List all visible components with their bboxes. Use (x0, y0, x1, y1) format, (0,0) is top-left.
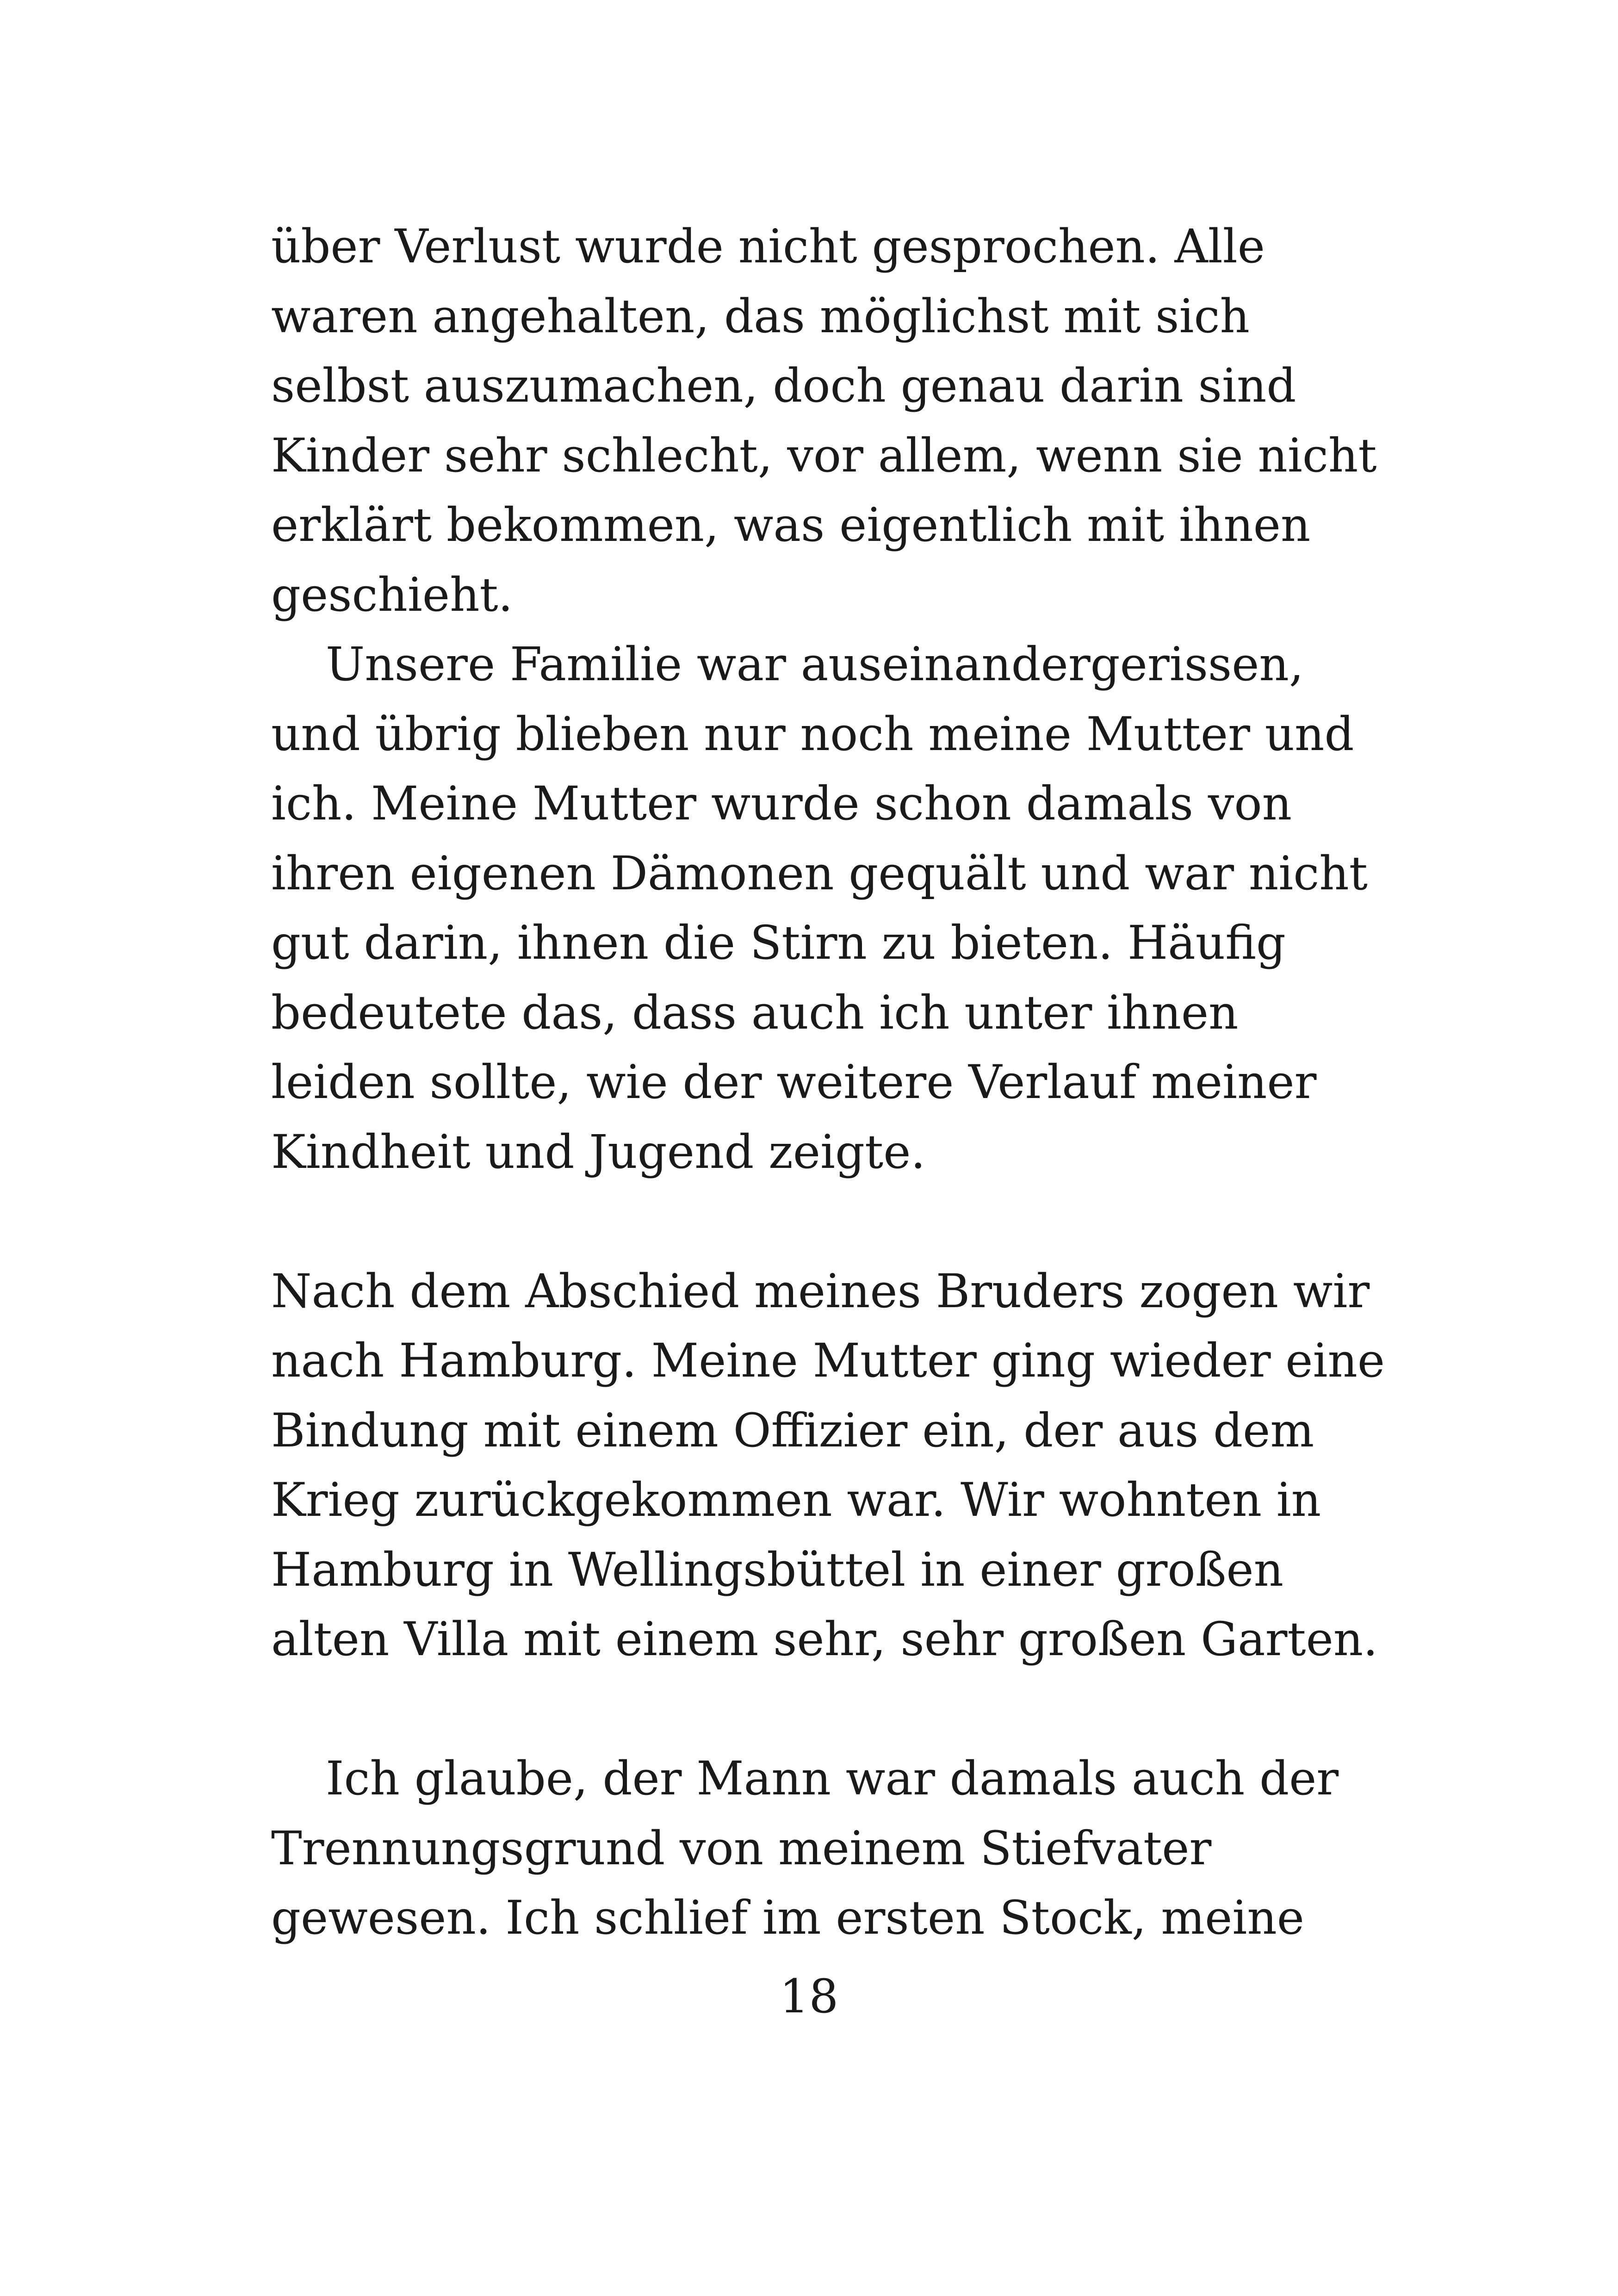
text-line: ihren eigenen Dämonen gequält und war nicht (271, 846, 1368, 900)
text-line: selbst auszumachen, doch genau darin sind (271, 359, 1296, 413)
text-line: bedeutete das, dass auch ich unter ihnen (271, 985, 1239, 1040)
page-number: 18 (779, 1969, 839, 2023)
text-line: alten Villa mit einem sehr, sehr großen Garten. (271, 1612, 1378, 1666)
text-line: Hamburg in Wellingsbüttel in einer großen (271, 1542, 1283, 1597)
text-line: Ich glaube, der Mann war damals auch der (326, 1751, 1339, 1806)
paragraph-gap (271, 1187, 1474, 1257)
text-line: ich. Meine Mutter wurde schon damals von (271, 776, 1292, 831)
text-line: geschieht. (271, 567, 513, 622)
text-line: gewesen. Ich schlief im ersten Stock, meine (271, 1891, 1304, 1945)
text-line: Bindung mit einem Offizier ein, der aus dem (271, 1403, 1314, 1458)
text-line: leiden sollte, wie der weitere Verlauf meiner (271, 1055, 1317, 1109)
text-line: über Verlust wurde nicht gesprochen. Alle (271, 219, 1265, 273)
text-line: nach Hamburg. Meine Mutter ging wieder eine (271, 1334, 1385, 1388)
text-line: Krieg zurückgekommen war. Wir wohnten in (271, 1473, 1321, 1527)
text-line: Kinder sehr schlecht, vor allem, wenn sie nicht (271, 428, 1377, 483)
text-line: erklärt bekommen, was eigentlich mit ihnen (271, 498, 1311, 552)
paragraph-gap (271, 1675, 1474, 1744)
text-line: Nach dem Abschied meines Bruders zogen wir (271, 1264, 1370, 1318)
text-line: Unsere Familie war auseinandergerissen, (326, 637, 1304, 691)
text-line: gut darin, ihnen die Stirn zu bieten. Häufig (271, 916, 1286, 970)
text-line: Trennungsgrund von meinem Stiefvater (271, 1821, 1212, 1875)
body-text (271, 212, 1474, 1953)
text-line: und übrig blieben nur noch meine Mutter und (271, 707, 1354, 761)
text-line: Kindheit und Jugend zeigte. (271, 1124, 926, 1179)
text-line: waren angehalten, das möglichst mit sich (271, 289, 1250, 343)
